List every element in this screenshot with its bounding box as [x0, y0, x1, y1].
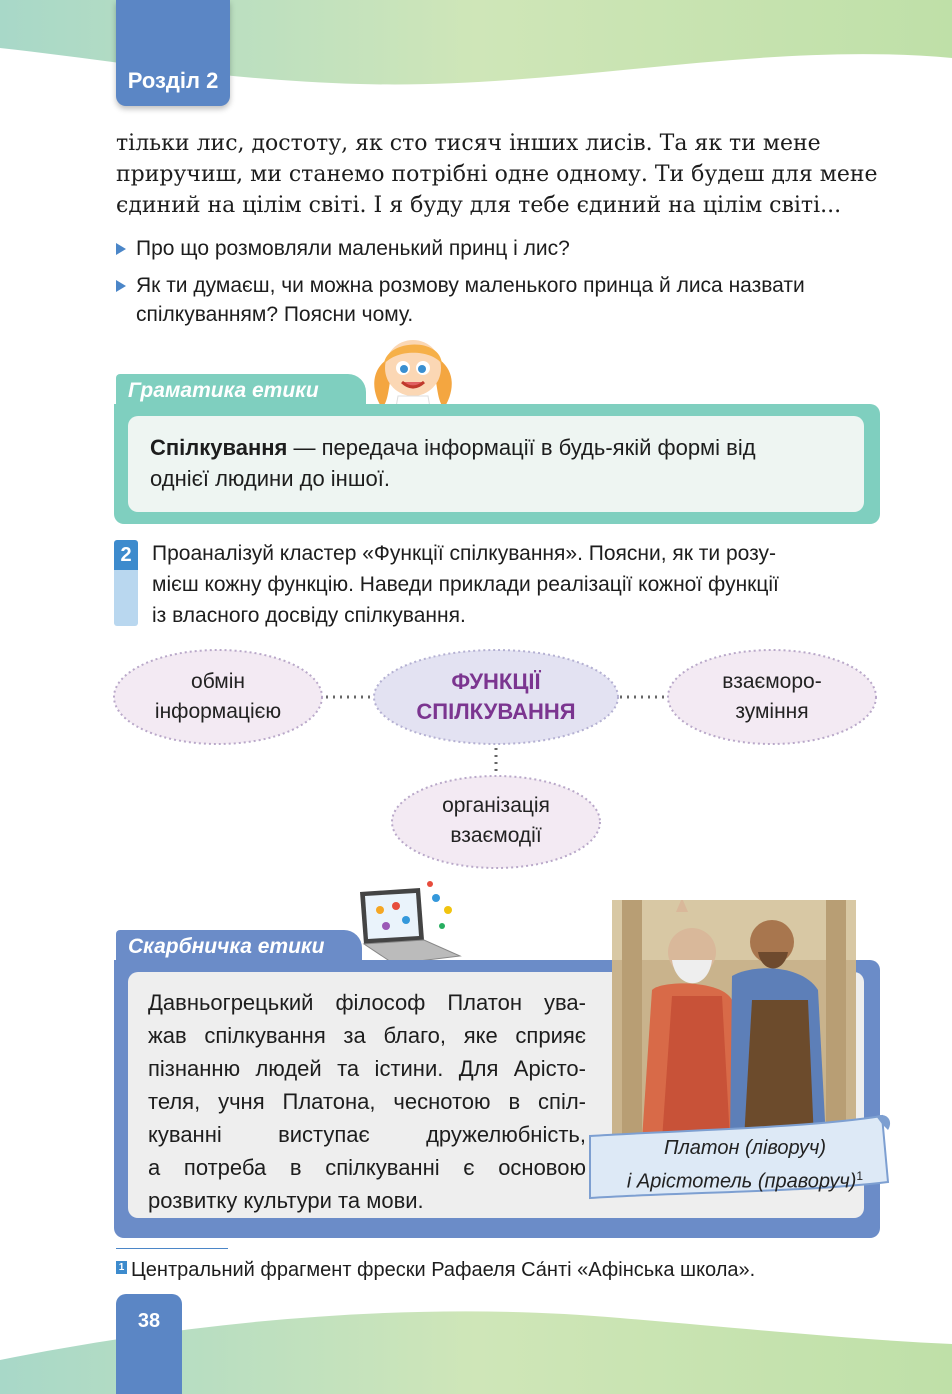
grammar-label: Граматика етики — [116, 374, 366, 408]
center-node-line: СПІЛКУВАННЯ — [416, 699, 576, 724]
treasury-text — [148, 986, 586, 1217]
task-number-badge: 2 — [114, 540, 138, 570]
treasury-line: Давньогрецький філософ Платон ува- — [148, 990, 586, 1015]
task-line: Проаналізуй кластер «Функції спілкування». Поясни, як ти розу- — [152, 542, 776, 565]
page-number-text: 38 — [137, 1310, 161, 1332]
question-text: Про що розмовляли маленький принц і лис? — [136, 237, 570, 260]
section-tab — [116, 0, 230, 106]
center-node-line: ФУНКЦІЇ — [451, 669, 541, 694]
footnote — [116, 1256, 882, 1284]
right-node-line: зуміння — [735, 700, 809, 723]
task-line: мієш кожну функцію. Наведи приклади реалізації кожної функції — [152, 573, 779, 596]
laptop-illustration — [356, 880, 466, 970]
footnote-rule — [116, 1248, 228, 1249]
left-node-text — [118, 667, 318, 727]
left-node-line: інформацією — [154, 700, 282, 723]
triangle-bullet-icon — [116, 280, 126, 292]
story-excerpt — [116, 128, 880, 221]
caption-line-2 — [600, 1162, 890, 1196]
triangle-bullet-icon — [116, 243, 126, 255]
caption-line: Платон (ліворуч) — [664, 1137, 826, 1159]
story-line: приручиш, ми станемо потрібні одне одному. Ти будеш для мене — [116, 162, 878, 187]
task-line: із власного досвіду спілкування. — [152, 604, 466, 627]
question-list — [116, 234, 882, 337]
grammar-definition-text: однієї людини до іншої. — [150, 466, 390, 491]
story-line: тільки лис, достоту, як сто тисяч інших лисів. Та як ти мене — [116, 131, 821, 156]
grammar-definition-text: — передача інформації в будь-якій формі від — [287, 435, 756, 460]
treasury-line: куванні виступає дружелюбність, — [148, 1122, 586, 1147]
left-node-line: обмін — [191, 670, 245, 693]
page-number — [116, 1294, 182, 1394]
bottom-node-line: організація — [442, 794, 550, 817]
question-item — [116, 271, 882, 329]
bottom-node-line: взаємодії — [450, 824, 542, 847]
fresco-image — [612, 900, 856, 1140]
question-text: Як ти думаєш, чи можна розмову маленького принца й лиса назвати — [136, 274, 805, 297]
treasury-line: розвитку культури та мови. — [148, 1188, 424, 1213]
functions-cluster-diagram — [100, 640, 900, 890]
grammar-definition — [128, 416, 864, 512]
bottom-node-text — [396, 791, 596, 851]
story-line: єдиний на цілім світі. І я буду для тебе єдиний на цілім світі... — [116, 193, 842, 218]
grammar-box — [114, 404, 880, 524]
question-item — [116, 234, 882, 263]
section-label: Розділ 2 — [127, 68, 219, 93]
footnote-text: Центральний фрагмент фрески Рафаеля Са́нті «Афінська школа». — [131, 1259, 756, 1281]
treasury-line: пізнанню людей та істини. Для Арісто- — [148, 1056, 586, 1081]
treasury-label: Скарбничка етики — [116, 930, 362, 964]
right-node-text — [672, 667, 872, 727]
figure-caption — [600, 1134, 890, 1196]
center-node-text — [376, 667, 616, 727]
footnote-mark: 1 — [116, 1261, 127, 1274]
question-text: спілкуванням? Поясни чому. — [136, 303, 414, 326]
task-text — [152, 538, 880, 631]
treasury-line: теля, учня Платона, чеснотою в спіл- — [148, 1089, 586, 1114]
grammar-term: Спілкування — [150, 435, 288, 460]
treasury-line: жав спілкування за благо, яке сприяє — [148, 1023, 586, 1048]
treasury-line: а потреба в спілкуванні є основою — [148, 1155, 586, 1180]
footnote-reference: 1 — [856, 1169, 864, 1183]
caption-line: і Арістотель (праворуч) — [626, 1170, 857, 1193]
task-marker-bar — [114, 570, 138, 626]
right-node-line: взаєморо- — [722, 670, 822, 693]
